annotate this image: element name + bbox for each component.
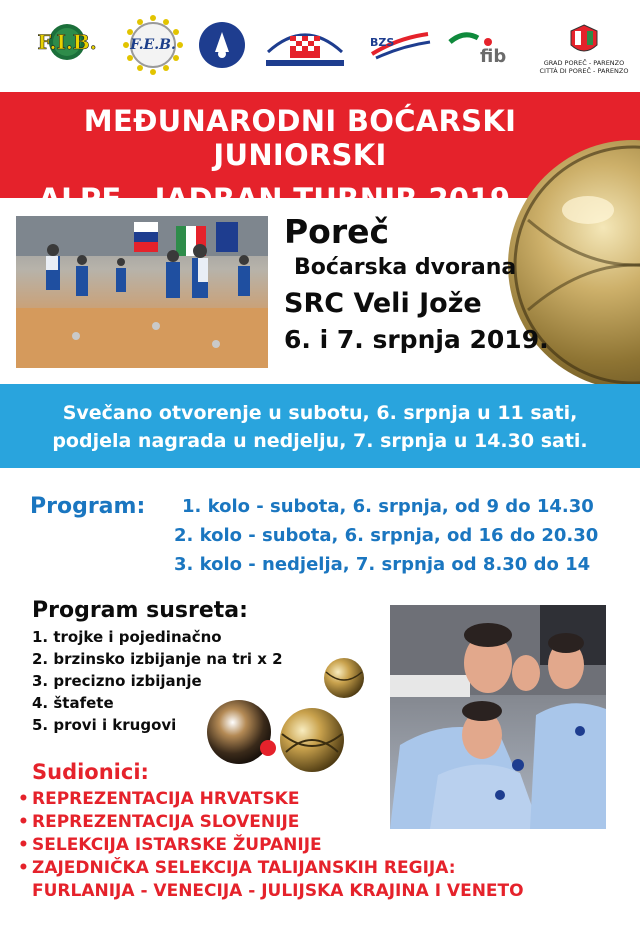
announcement-line-1: Svečano otvorenje u subotu, 6. srpnja u 11 sati, [62, 402, 578, 424]
bzs-logo [368, 28, 432, 62]
match-program-item: 4. štafete [32, 694, 114, 712]
announcement-line-2: podjela nagrada u nedjelju, 7. srpnja u 14.30 sati. [52, 430, 588, 452]
boules-cluster-image [206, 654, 376, 774]
croatian-crest-icon [262, 22, 348, 68]
match-program-title: Program susreta: [32, 598, 248, 623]
fib-logo [22, 22, 112, 62]
sports-center-name: SRC Veli Jože [284, 288, 482, 319]
match-program-item: 5. provi i krugovi [32, 716, 177, 734]
participants-title: Sudionici: [32, 760, 149, 784]
participant-name: REPREZENTACIJA HRVATSKE [32, 789, 300, 809]
match-program-item: 3. precizno izbijanje [32, 672, 202, 690]
event-date: 6. i 7. srpnja 2019. [284, 325, 549, 354]
feb-logo [120, 12, 186, 78]
sponsor-logo-row [0, 0, 640, 92]
club-crest-logo [198, 20, 246, 70]
participant-item [18, 857, 524, 880]
bzs-logo-text: BZS [370, 36, 395, 49]
bullet-icon: • [18, 789, 29, 809]
hbs-logo [262, 22, 348, 68]
round-item: 3. kolo - nedjelja, 7. srpnja od 8.30 do 14 [174, 554, 591, 575]
program-label: Program: [30, 494, 146, 519]
title-line-1: MEĐUNARODNI BOĆARSKI JUNIORSKI [83, 104, 517, 172]
grad-porec-line2: CITTÀ DI POREČ - PARENZO [539, 67, 629, 75]
shield-icon [198, 20, 246, 70]
venue-name: Boćarska dvorana [294, 255, 517, 280]
grad-porec-line1: GRAD POREČ - PARENZO [543, 59, 625, 67]
participant-name: REPREZENTACIJA SLOVENIJE [32, 812, 300, 832]
bullet-icon: • [18, 835, 29, 855]
city-coat-of-arms-icon [569, 23, 599, 59]
bullet-icon: • [18, 812, 29, 832]
participant-name: SELEKCIJA ISTARSKE ŽUPANIJE [32, 835, 322, 855]
grad-porec-logo [540, 16, 628, 82]
round-item: 1. kolo - subota, 6. srpnja, od 9 do 14.30 [182, 496, 594, 517]
fib2-logo-text: fib [480, 46, 507, 67]
participant-name: ZAJEDNIČKA SELEKCIJA TALIJANSKIH REGIJA: [32, 858, 456, 878]
announcement-band [0, 384, 640, 468]
match-program-item: 1. trojke i pojedinačno [32, 628, 222, 646]
participant-continuation: FURLANIJA - VENECIJA - JULIJSKA KRAJINA I VENETO [32, 881, 524, 901]
round-item: 2. kolo - subota, 6. srpnja, od 16 do 20.30 [174, 525, 599, 546]
participants-list [18, 788, 524, 903]
boules-graphic [206, 654, 376, 774]
title-line-2: ALPE - JADRAN TURNIR 2019. [38, 182, 522, 216]
hall-photo-graphic [16, 216, 268, 368]
players-hall-photo [16, 216, 268, 368]
feb-logo-text: F.E.B. [130, 37, 176, 53]
fib-swoosh-logo [448, 26, 510, 70]
bullet-icon: • [18, 858, 29, 878]
city-name: Poreč [284, 212, 390, 251]
program-rounds-list [174, 492, 598, 579]
participant-item [18, 811, 524, 834]
participant-item [18, 834, 524, 857]
participant-item [18, 788, 524, 811]
event-location-block [284, 212, 549, 356]
match-program-item: 2. brzinsko izbijanje na tri x 2 [32, 650, 283, 668]
fib-logo-text: F.I.B. [37, 30, 97, 54]
